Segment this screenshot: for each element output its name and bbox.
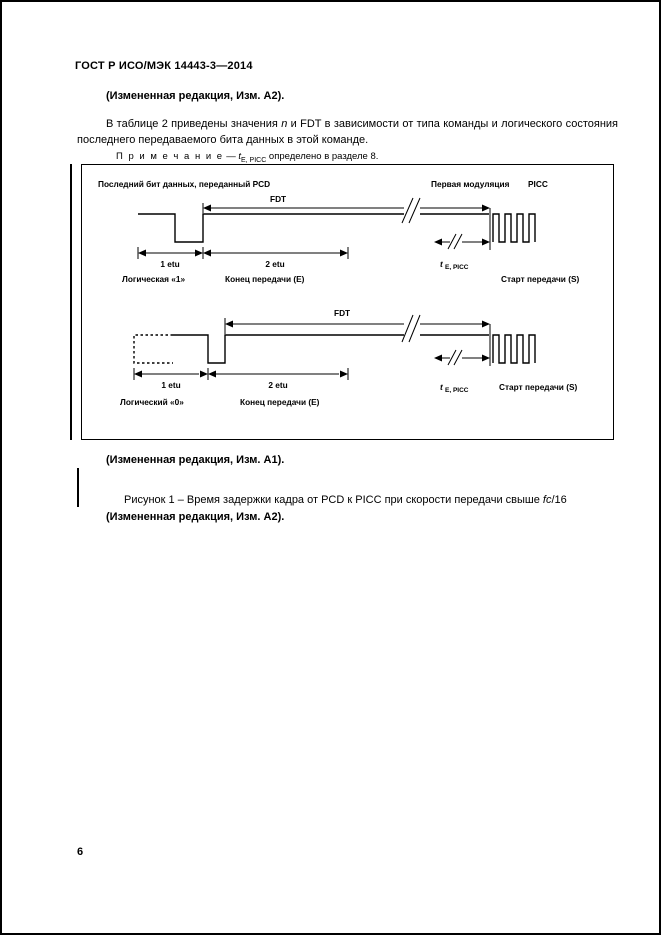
- label-2etu-1: 2 etu: [265, 259, 285, 269]
- timing-diagrams: [82, 165, 613, 439]
- note-rest: определено в разделе 8.: [266, 150, 379, 162]
- label-fdt-1: FDT: [270, 194, 287, 204]
- amendment-note-top: (Измененная редакция, Изм. А2).: [106, 90, 285, 102]
- note-label: П р и м е ч а н и е: [116, 150, 224, 162]
- figure-1-box: [81, 164, 614, 440]
- note-line: [116, 151, 378, 164]
- picc-pulses-2: [493, 335, 535, 363]
- label-te-t-1: t: [440, 259, 443, 269]
- caption-text-post: /16: [551, 494, 567, 506]
- body-paragraph: [77, 117, 618, 148]
- label-picc: PICC: [528, 179, 548, 189]
- label-te-sub-2: E, PICC: [445, 387, 469, 394]
- break-marks-2: [402, 315, 420, 342]
- label-1etu-2: 1 etu: [161, 380, 181, 390]
- amendment-note-a1: (Измененная редакция, Изм. А1).: [106, 454, 285, 466]
- break-marks-te1: [448, 234, 462, 249]
- label-logic-one: Логическая «1»: [122, 274, 186, 284]
- body-text-pre: В таблице 2 приведены значения: [106, 118, 282, 130]
- label-fdt-2: FDT: [334, 308, 351, 318]
- caption-text-pre: Рисунок 1 – Время задержки кадра от PCD к PICC при скорости передачи свыше: [124, 494, 543, 506]
- label-start-of-tx-1: Старт передачи (S): [501, 274, 580, 284]
- waveform-logic0-dotted-pause: [134, 335, 173, 363]
- label-first-modulation: Первая модуляция: [431, 179, 510, 189]
- change-bar-figure: [70, 164, 72, 440]
- caption-var-fc: fc: [542, 494, 552, 506]
- label-1etu-1: 1 etu: [160, 259, 180, 269]
- figure-caption: [124, 494, 567, 506]
- label-te-t-2: t: [440, 382, 443, 392]
- break-marks-1: [402, 198, 420, 223]
- change-bar-caption: [77, 468, 79, 507]
- label-2etu-2: 2 etu: [268, 380, 288, 390]
- waveform-logic1-left: [138, 214, 404, 242]
- arrowheads: [134, 205, 490, 378]
- label-start-of-tx-2: Старт передачи (S): [499, 382, 578, 392]
- waveform-logic0-left: [173, 335, 404, 363]
- label-pcd-last-bit: Последний бит данных, переданный PCD: [98, 179, 271, 189]
- body-var-n: n: [281, 118, 288, 130]
- label-logic-zero: Логический «0»: [120, 397, 184, 407]
- note-subscript: E, PICC: [240, 156, 267, 164]
- standard-number-header: ГОСТ Р ИСО/МЭК 14443-3—2014: [75, 60, 253, 72]
- break-marks-te2: [448, 350, 462, 365]
- label-end-of-tx-1: Конец передачи (E): [225, 274, 305, 284]
- note-dash: —: [226, 150, 236, 162]
- label-end-of-tx-2: Конец передачи (E): [240, 397, 320, 407]
- amendment-note-bottom: (Измененная редакция, Изм. А2).: [106, 511, 285, 523]
- picc-pulses-1: [493, 214, 535, 242]
- note-var-t: t: [238, 150, 241, 162]
- body-text-post: и FDT в зависимости от типа команды и логического состояния последнего передаваемого бита данных в этой команде.: [77, 118, 618, 146]
- label-te-sub-1: E, PICC: [445, 264, 469, 271]
- page-number: 6: [77, 846, 84, 858]
